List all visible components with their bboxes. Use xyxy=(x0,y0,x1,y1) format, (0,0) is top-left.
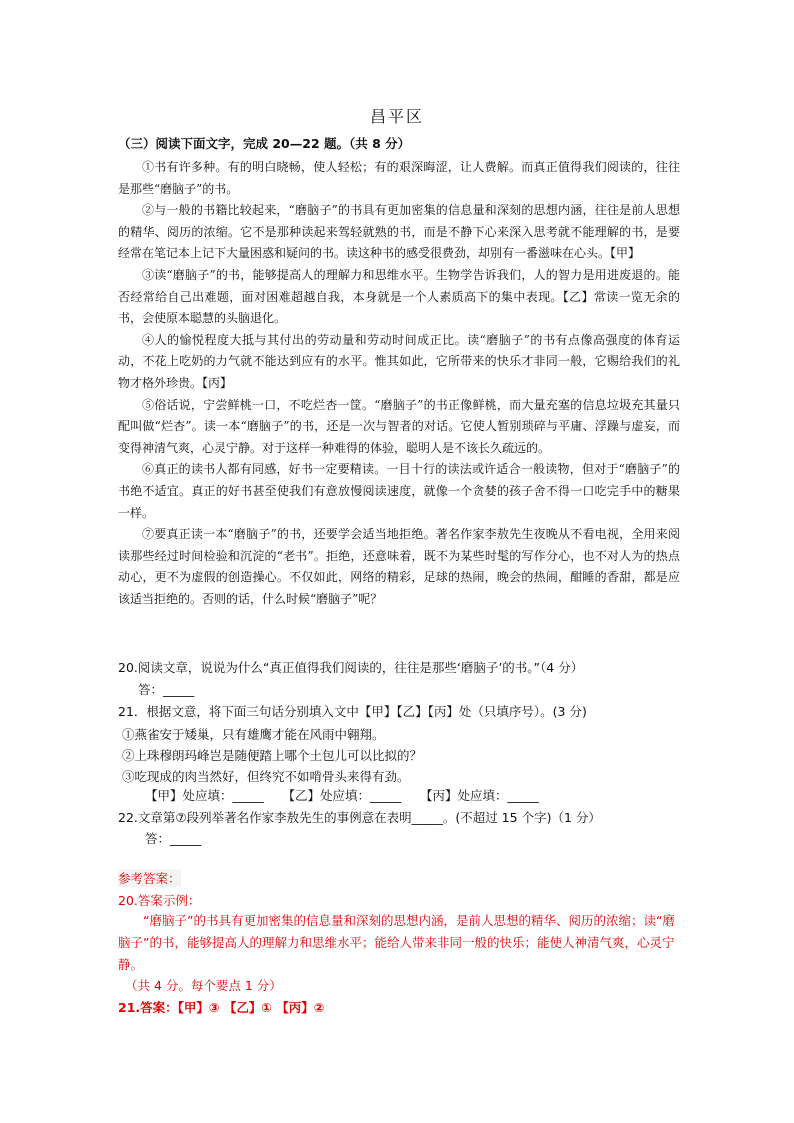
passage-paragraph-6: ⑥真正的读书人都有同感，好书一定要精读。一目十行的读法或许适合一般读物，但对于“磨脑子”的书绝不适宜。真正的好书甚至使我们有意放慢阅读速度，就像一个贪婪的孩子舍不得一口吃完手中的糖果一样。 xyxy=(118,462,680,520)
answer-20-text: “磨脑子”的书具有更加密集的信息量和深刻的思想内涵，是前人思想的精华、阅历的浓缩；读“磨脑子”的书，能够提高人的理解力和思维水平；能给人带来非同一般的快乐；能使人神清气爽，心灵宁静。 xyxy=(118,913,675,972)
answer-21: 21.答案：【甲】③ 【乙】① 【丙】② xyxy=(118,1000,325,1015)
answer-20-label: 20.答案示例： xyxy=(118,893,201,908)
passage-paragraph-1: ①书有许多种。有的明白晓畅，使人轻松；有的艰深晦涩，让人费解。而真正值得我们阅读的，往往是那些“磨脑子”的书。 xyxy=(118,160,680,196)
question-21-fill-line: 【甲】处应填：_____ 【乙】处应填：_____ 【丙】处应填：_____ xyxy=(145,788,539,803)
passage-paragraph-4: ④人的愉悦程度大抵与其付出的劳动量和劳动时间成正比。读“磨脑子”的书有点像高强度的体育运动，不花上吃奶的力气就不能达到应有的水平。惟其如此，它所带来的快乐才非同一般，它赐给我们的礼物才格外珍贵。【丙】 xyxy=(118,332,680,390)
passage-paragraph-5: ⑤俗话说，宁尝鲜桃一口，不吃烂杏一筐。“磨脑子”的书正像鲜桃，而大量充塞的信息垃圾充其量只配叫做“烂杏”。读一本“磨脑子”的书，还是一次与智者的对话。它使人暂别琐碎与平庸、浮躁与虚妄，而变得神清气爽，心灵宁静。对于这样一种难得的体验，聪明人是不该长久疏远的。 xyxy=(118,397,680,455)
question-22: 22.文章第⑦段列举著名作家李敖先生的事例意在表明_____。(不超过 15 个字)（1 分） xyxy=(118,810,601,825)
reference-answer-heading: 参考答案： xyxy=(118,871,181,886)
passage-paragraph-3: ③读“磨脑子”的书，能够提高人的理解力和思维水平。生物学告诉我们，人的智力是用进废退的。能否经常给自己出难题，面对困难超越自我，本身就是一个人素质高下的集中表现。【乙】常读一览无余的书，会使原本聪慧的头脑退化。 xyxy=(118,267,680,326)
question-21-option-2: ②上珠穆朗玛峰岂是随便踏上哪个土包儿可以比拟的？ xyxy=(122,748,423,763)
question-21-option-3: ③吃现成的肉当然好，但终究不如啃骨头来得有劲。 xyxy=(122,769,410,784)
answer-20-score: （共 4 分。每个要点 1 分） xyxy=(125,978,282,993)
passage-paragraph-2: ②与一般的书籍比较起来，“磨脑子”的书具有更加密集的信息量和深刻的思想内涵，往往是前人思想的精华、阅历的浓缩。它不是那种读起来驾轻就熟的书，而是不静下心来深入思考就不能理解的书，是要经常在笔记本上记下大量困惑和疑问的书。读这种书的感受很费劲，却别有一番滋味在心头。【甲】 xyxy=(118,203,680,261)
section-header: （三）阅读下面文字，完成 20—22 题。（共 8 分） xyxy=(118,136,411,151)
question-21-option-1: ①燕雀安于矮巢，只有雄鹰才能在风雨中翱翔。 xyxy=(122,727,385,742)
question-22-answer-line: 答：_____ xyxy=(145,831,202,846)
reading-passage xyxy=(118,157,680,610)
passage-paragraph-7: ⑦要真正读一本“磨脑子”的书，还要学会适当地拒绝。著名作家李敖先生夜晚从不看电视，全用来阅读那些经过时间检验和沉淀的“老书”。拒绝，还意味着，既不为某些时髦的写作分心，也不对人为的热点动心，更不为虚假的创造操心。不仅如此，网络的精彩，足球的热闹，晚会的热闹，酣睡的香甜，都是应该适当拒绝的。否则的话，什么时候“磨脑子”呢？ xyxy=(118,527,680,606)
question-20-answer-line: 答：_____ xyxy=(138,682,195,697)
question-21: 21．根据文意，将下面三句话分别填入文中【甲】【乙】【丙】处（只填序号）。(3 分) xyxy=(118,704,587,719)
page-title: 昌平区 xyxy=(369,107,424,126)
question-20: 20.阅读文章，说说为什么“真正值得我们阅读的，往往是那些‘磨脑子’的书。”（4 分） xyxy=(118,660,584,675)
